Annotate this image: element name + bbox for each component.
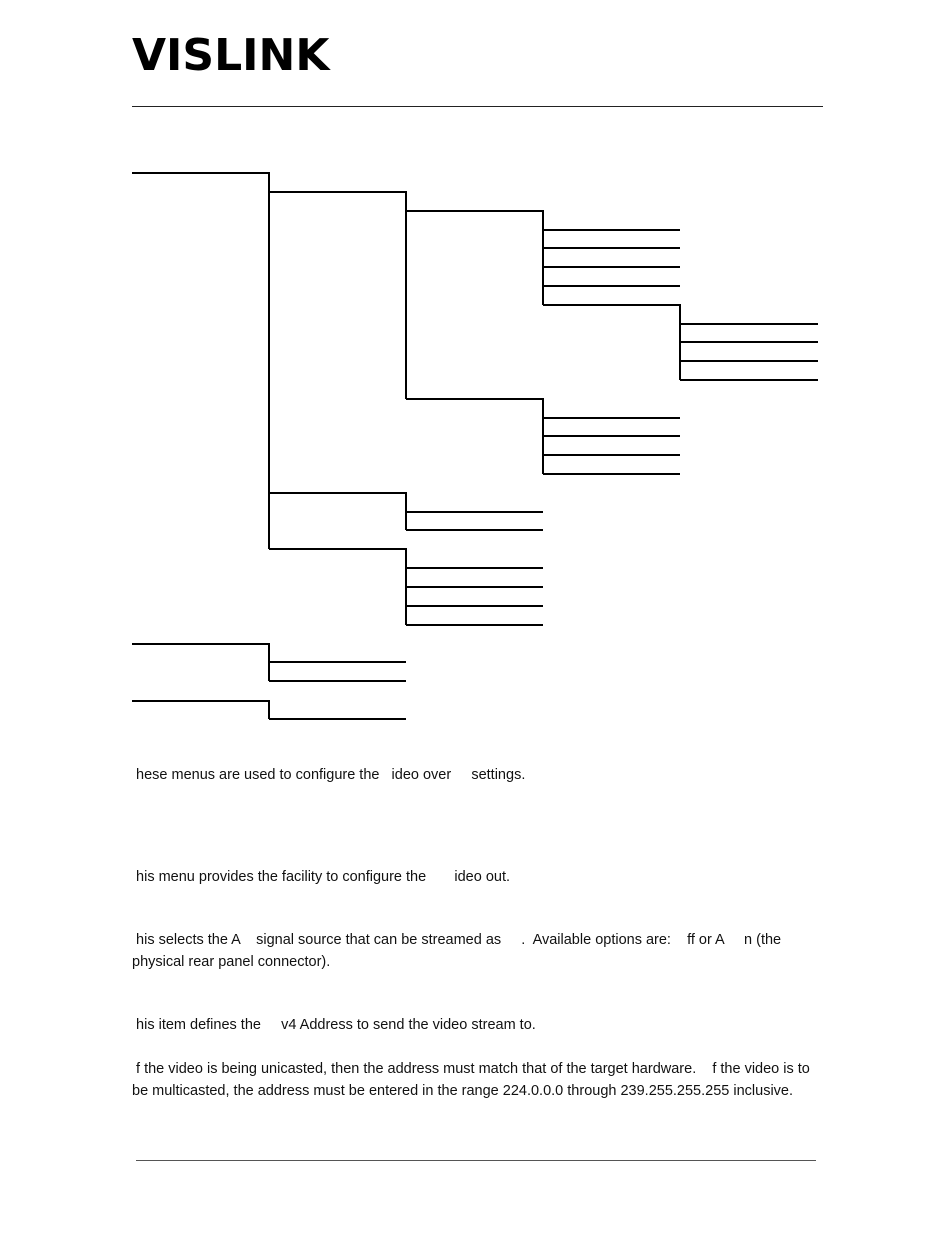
paragraph-signal-source: his selects the A signal source that can be streamed as . Available options are: ff or A n (the physical rear panel connector). bbox=[132, 932, 786, 970]
paragraph-video-out: his menu provides the facility to configure the ideo out. bbox=[132, 869, 511, 885]
tree-node-l3-5 bbox=[543, 305, 680, 380]
tree-root-2 bbox=[132, 644, 269, 681]
vislink-logo: VISLINK bbox=[132, 30, 330, 81]
paragraph-address-detail: f the video is being unicasted, then the address must match that of the target hardware. f the video is to be multicasted, the address must be entered in the range 224.0.0.0 through 239.255.255.255 inclusive. bbox=[132, 1061, 814, 1099]
footer-divider bbox=[136, 1160, 816, 1161]
tree-root-3 bbox=[132, 701, 269, 719]
tree-node-l2-a2 bbox=[406, 399, 543, 474]
paragraph-intro: hese menus are used to configure the ideo over settings. bbox=[132, 767, 526, 783]
paragraph-address: his item defines the v4 Address to send the video stream to. bbox=[132, 1017, 536, 1033]
tree-root-1 bbox=[132, 173, 269, 549]
tree-node-l1-c bbox=[269, 549, 406, 625]
tree-node-l1-a bbox=[269, 192, 406, 399]
tree-node-l2-a1 bbox=[406, 211, 543, 305]
tree-node-l1-b bbox=[269, 493, 406, 530]
